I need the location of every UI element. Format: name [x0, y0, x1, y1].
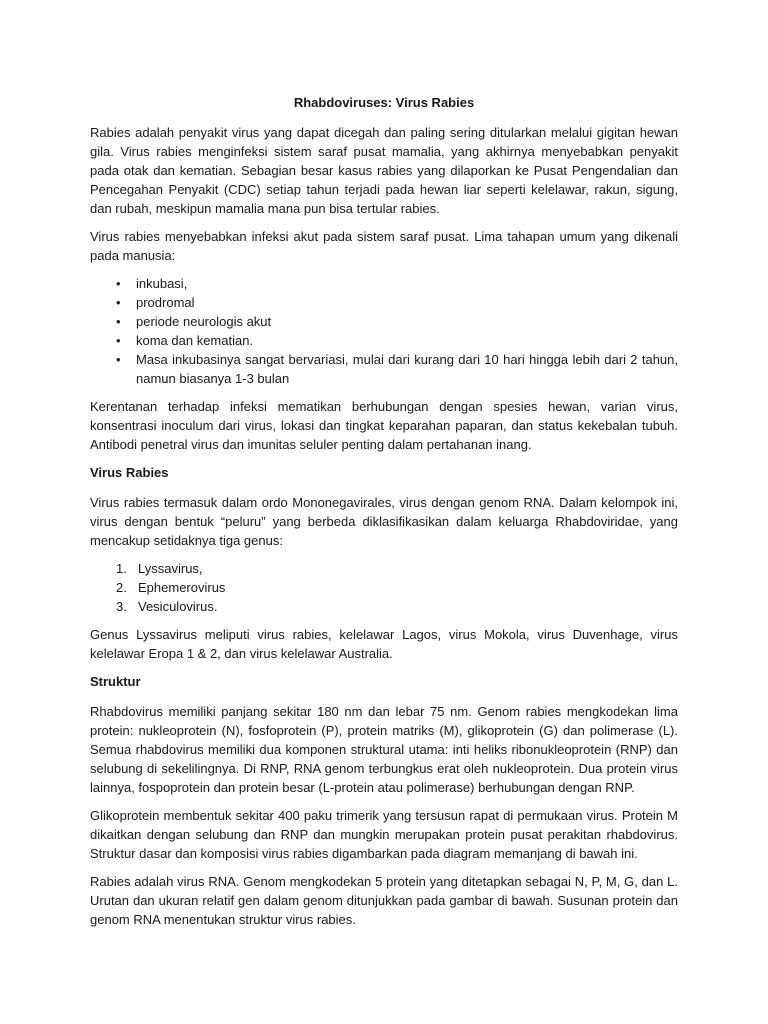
bullet-icon: • [116, 314, 121, 329]
bullet-icon: • [116, 333, 121, 348]
bullet-icon: • [116, 352, 121, 367]
document-body [90, 93, 678, 938]
virus-classification-paragraph: Virus rabies termasuk dalam ordo Mononegavirales, virus dengan genom RNA. Dalam kelompok ini, virus dengan bentuk “peluru” yang berbeda diklasifikasikan dalam keluarga Rhabdoviridae, yang mencakup setidaknya tiga genus: [90, 495, 678, 548]
lyssavirus-paragraph: Genus Lyssavirus meliputi virus rabies, kelelawar Lagos, virus Mokola, virus Duvenhage, virus kelelawar Eropa 1 & 2, dan virus kelelawar Australia. [90, 627, 678, 661]
list-item-text: inkubasi, [136, 276, 188, 291]
list-item [90, 293, 678, 312]
list-item [90, 597, 678, 616]
list-number: 2. [116, 580, 127, 595]
stages-list [90, 274, 678, 388]
bullet-icon: • [116, 276, 121, 291]
intro-paragraph: Rabies adalah penyakit virus yang dapat dicegah dan paling sering ditularkan melalui gigitan hewan gila. Virus rabies menginfeksi sistem saraf pusat mamalia, yang akhirnya menyebabkan penyakit pada otak dan kematian. Sebagian besar kasus rabies yang dilaporkan ke Pusat Pengendalian dan Pencegahan Penyakit (CDC) setiap tahun terjadi pada hewan liar seperti kelelawar, rakun, sigung, dan rubah, meskipun mamalia mana pun bisa tertular rabies. [90, 125, 678, 216]
list-item-text: koma dan kematian. [136, 333, 254, 348]
list-item-text: periode neurologis akut [136, 314, 272, 329]
list-item-text: Ephemerovirus [138, 580, 226, 595]
section-heading-struktur: Struktur [90, 674, 141, 689]
bullet-icon: • [116, 295, 121, 310]
list-number: 1. [116, 561, 127, 576]
genus-list [90, 559, 678, 616]
list-item [90, 350, 678, 388]
stages-intro-paragraph: Virus rabies menyebabkan infeksi akut pada sistem saraf pusat. Lima tahapan umum yang dikenali pada manusia: [90, 229, 678, 263]
list-item [90, 331, 678, 350]
glycoprotein-paragraph: Glikoprotein membentuk sekitar 400 paku trimerik yang tersusun rapat di permukaan virus. Protein M dikaitkan dengan selubung dan RNP dan mungkin merupakan protein pusat perakitan rhabdovirus. Struktur dasar dan komposisi virus rabies digambarkan pada diagram memanjang di bawah ini. [90, 808, 678, 861]
document-title: Rhabdoviruses: Virus Rabies [293, 95, 475, 110]
list-item [90, 559, 678, 578]
list-item-text: Lyssavirus, [138, 561, 203, 576]
list-item-text: Masa inkubasinya sangat bervariasi, mulai dari kurang dari 10 hari hingga lebih dari 2 tahun, namun biasanya 1-3 bulan [136, 352, 678, 386]
list-item-text: prodromal [136, 295, 195, 310]
list-item [90, 274, 678, 293]
list-item [90, 578, 678, 597]
genome-paragraph: Rabies adalah virus RNA. Genom mengkodekan 5 protein yang ditetapkan sebagai N, P, M, G, dan L. Urutan dan ukuran relatif gen dalam genom ditunjukkan pada gambar di bawah. Susunan protein dan genom RNA menentukan struktur virus rabies. [90, 874, 678, 927]
structure-paragraph: Rhabdovirus memiliki panjang sekitar 180 nm dan lebar 75 nm. Genom rabies mengkodekan lima protein: nukleoprotein (N), fosfoprotein (P), protein matriks (M), glikoprotein (G) dan polimerase (L). Semua rhabdovirus memiliki dua komponen struktural utama: inti heliks ribonukleoprotein (RNP) dan selubung di sekelilingnya. Di RNP, RNA genom terbungkus erat oleh nukleoprotein. Dua protein virus lainnya, fospoprotein dan protein besar (L-protein atau polimerase) berhubungan dengan RNP. [90, 704, 678, 795]
section-heading-virus-rabies: Virus Rabies [90, 465, 169, 480]
list-item-text: Vesiculovirus. [138, 599, 218, 614]
susceptibility-paragraph: Kerentanan terhadap infeksi mematikan berhubungan dengan spesies hewan, varian virus, konsentrasi inoculum dari virus, lokasi dan tingkat keparahan paparan, dan status kekebalan tubuh. Antibodi penetral virus dan imunitas seluler penting dalam pertahanan inang. [90, 399, 678, 452]
list-item [90, 312, 678, 331]
list-number: 3. [116, 599, 127, 614]
